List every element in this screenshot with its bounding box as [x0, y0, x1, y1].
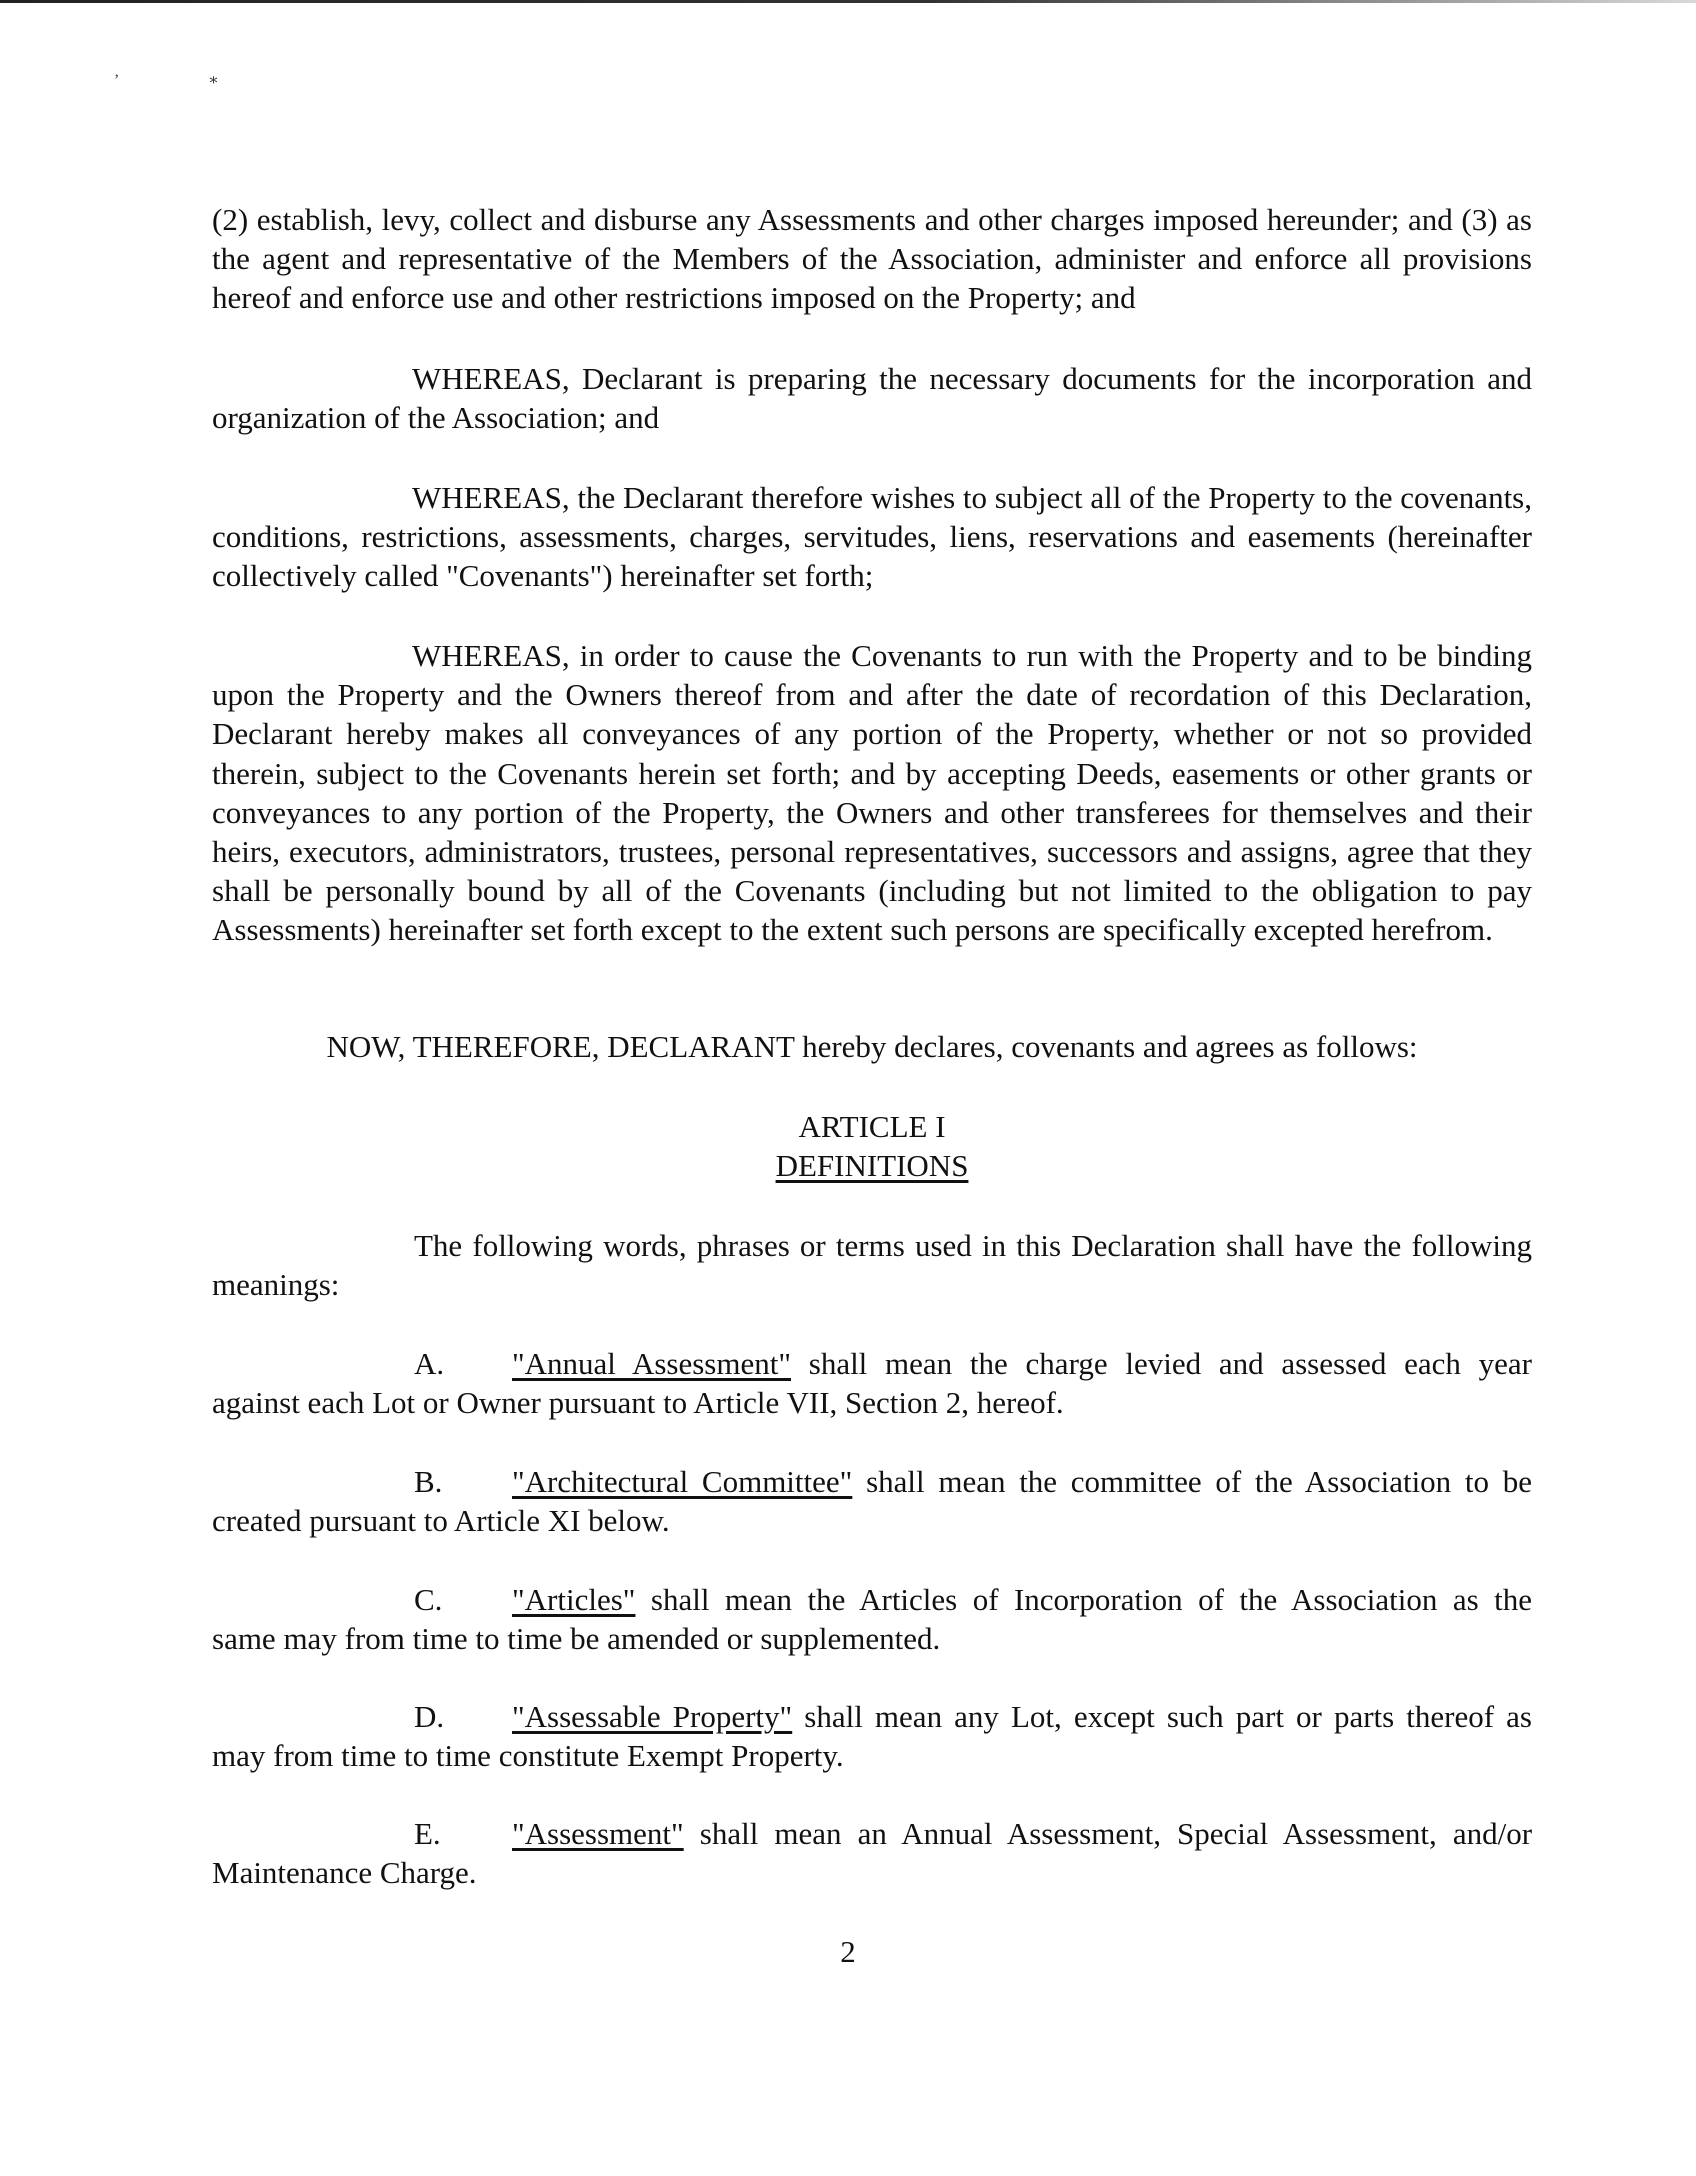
definition-item: [212, 1814, 1532, 1892]
definition-text: shall mean the committee of the Association to be: [866, 1464, 1533, 1499]
definition-letter: E.: [414, 1816, 441, 1851]
scan-top-edge: [0, 0, 1696, 3]
definition-term: "Annual Assessment": [512, 1346, 791, 1381]
article-heading-number: ARTICLE I: [798, 1109, 946, 1144]
definition-first-line: [212, 1344, 1532, 1383]
whereas-paragraph-3: [212, 636, 1532, 950]
definition-continuation: Maintenance Charge.: [212, 1855, 477, 1891]
definition-text: shall mean the charge levied and assessed each year: [808, 1346, 1532, 1381]
definition-first-line: [212, 1814, 1532, 1853]
page-number: 2: [840, 1934, 856, 1969]
definition-term: "Articles": [512, 1582, 636, 1617]
definition-continuation: created pursuant to Article XI below.: [212, 1503, 670, 1539]
definition-item: [212, 1344, 1532, 1422]
whereas-text-1: WHEREAS, Declarant is preparing the necessary documents for the incorporation and organization of the Association; and: [212, 361, 1532, 436]
continuation-text: (2) establish, levy, collect and disburse any Assessments and other charges imposed hereunder; and (3) as the agent and representative of the Members of the Association, administer and enforce all provisions hereof and enforce use and other restrictions imposed on the Property; and: [212, 202, 1532, 316]
article-heading-title: [212, 1146, 1532, 1186]
definition-text: shall mean an Annual Assessment, Special Assessment, and/or: [699, 1816, 1533, 1851]
whereas-text-2: WHEREAS, the Declarant therefore wishes to subject all of the Property to the covenants, conditions, restrictions, assessments, charges, servitudes, liens, reservations and easements (hereinafter collectively called "Covenants") hereinafter set forth;: [212, 480, 1532, 594]
definition-first-line: [212, 1697, 1532, 1736]
definition-term: "Architectural Committee": [512, 1464, 853, 1499]
definition-text: shall mean any Lot, except such part or parts thereof as: [804, 1699, 1533, 1734]
scan-speck: ∗: [208, 72, 219, 89]
definition-continuation: same may from time to time be amended or supplemented.: [212, 1621, 941, 1657]
definition-letter: D.: [414, 1699, 445, 1734]
definition-continuation: may from time to time constitute Exempt Property.: [212, 1738, 844, 1774]
definition-item: [212, 1462, 1532, 1540]
now-therefore-clause: [212, 1027, 1532, 1066]
definitions-intro: The following words, phrases or terms used in this Declaration shall have the following: [414, 1228, 1532, 1263]
whereas-paragraph-2: [212, 478, 1532, 596]
definition-letter: A.: [414, 1346, 445, 1381]
definition-text: shall mean the Articles of Incorporation of the Association as the: [650, 1582, 1532, 1617]
scan-speck: ʼ: [114, 72, 120, 89]
definition-first-line: [212, 1580, 1532, 1619]
definition-item: [212, 1697, 1532, 1775]
now-therefore-text: NOW, THEREFORE, DECLARANT hereby declares, covenants and agrees as follows:: [326, 1029, 1418, 1064]
definition-continuation: against each Lot or Owner pursuant to Article VII, Section 2, hereof.: [212, 1385, 1064, 1421]
continuation-paragraph: [212, 200, 1532, 318]
definition-letter: C.: [414, 1582, 443, 1617]
definition-first-line: [212, 1462, 1532, 1501]
definition-item: [212, 1580, 1532, 1658]
whereas-text-3: WHEREAS, in order to cause the Covenants to run with the Property and to be binding upon the Property and the Owners thereof from and after the date of recordation of this Declaration, Declarant hereby makes all conveyances of any portion of the Property, whether or not so provided therein, subject to the Covenants herein set forth; and by accepting Deeds, easements or other grants or conveyances to any portion of the Property, the Owners and other transferees for themselves and their heirs, executors, administrators, trustees, personal representatives, successors and assigns, agree that they shall be personally bound by all of the Covenants (including but not limited to the obligation to pay Assessments) hereinafter set forth except to the extent such persons are specifically excepted herefrom.: [212, 638, 1532, 948]
definition-term: "Assessment": [512, 1816, 684, 1851]
definition-term: "Assessable Property": [512, 1699, 793, 1734]
definitions-intro-end: meanings:: [212, 1267, 340, 1302]
article-title-text: DEFINITIONS: [775, 1148, 969, 1183]
whereas-paragraph-1: [212, 359, 1532, 437]
definition-letter: B.: [414, 1464, 443, 1499]
